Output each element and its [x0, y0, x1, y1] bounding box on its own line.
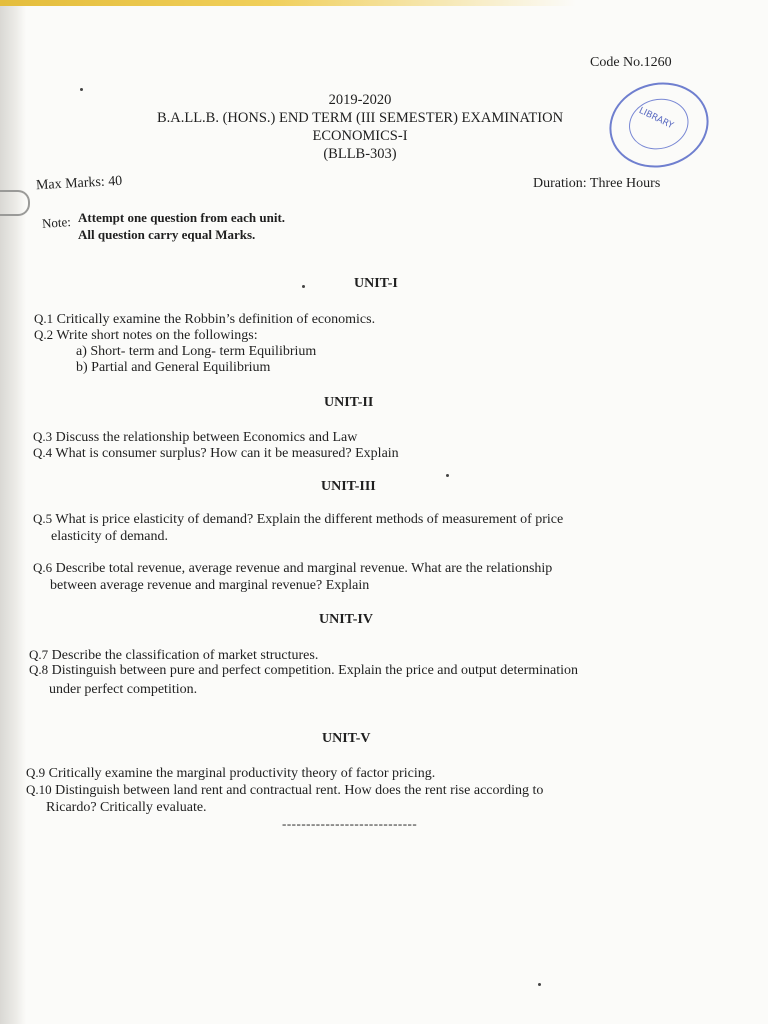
question-2-part-b: b) Partial and General Equilibrium [76, 360, 271, 375]
question-text: What is consumer surplus? How can it be measured? Explain [55, 446, 399, 461]
question-text: What is price elasticity of demand? Explain the different methods of measurement of price [55, 512, 564, 527]
question-1 [34, 311, 375, 328]
question-number: Q.8 [29, 662, 49, 677]
question-6 [33, 560, 552, 577]
page-left-shadow [0, 0, 26, 1024]
question-number: Q.6 [33, 560, 53, 575]
question-number: Q.2 [34, 327, 54, 342]
question-text: Distinguish between pure and perfect competition. Explain the price and output determination [51, 663, 579, 678]
paper-code: Code No.1260 [590, 55, 672, 70]
question-4 [33, 445, 399, 462]
note-label: Note: [41, 214, 72, 231]
question-text: Critically examine the Robbin’s definition of economics. [56, 312, 376, 327]
question-5-continued: elasticity of demand. [51, 529, 169, 544]
speck [302, 285, 305, 288]
max-marks: Max Marks: 40 [35, 173, 123, 194]
question-number: Q.5 [33, 511, 53, 526]
page-top-edge [0, 0, 768, 6]
question-text: Describe total revenue, average revenue and marginal revenue. What are the relationship [55, 561, 553, 576]
speck [538, 983, 541, 986]
speck [446, 474, 449, 477]
question-3 [33, 429, 357, 446]
question-number: Q.10 [26, 782, 52, 797]
question-number: Q.9 [26, 765, 46, 780]
exam-year: 2019-2020 [328, 92, 392, 108]
question-text: Write short notes on the followings: [56, 328, 258, 343]
question-number: Q.7 [29, 647, 49, 662]
speck [80, 88, 83, 91]
question-5 [33, 511, 563, 528]
question-8 [29, 662, 578, 679]
unit-5-title: UNIT-V [322, 731, 371, 746]
unit-3-title: UNIT-III [321, 479, 376, 494]
question-text: Critically examine the marginal productivity theory of factor pricing. [48, 766, 436, 781]
unit-4-title: UNIT-IV [319, 612, 373, 627]
question-number: Q.1 [34, 311, 54, 326]
question-10-continued: Ricardo? Critically evaluate. [46, 800, 207, 815]
note-line-2: All question carry equal Marks. [78, 227, 256, 242]
question-text: Describe the classification of market structures. [51, 648, 319, 663]
note-line-1: Attempt one question from each unit. [78, 210, 286, 225]
unit-1-title: UNIT-I [354, 276, 398, 291]
question-2 [34, 327, 258, 344]
end-rule: ---------------------------- [282, 816, 418, 831]
stamp-text: LIBRARY [637, 105, 675, 132]
subject-title: ECONOMICS-I [312, 128, 408, 144]
question-number: Q.3 [33, 429, 53, 444]
question-10 [26, 782, 543, 799]
question-number: Q.4 [33, 445, 53, 460]
question-6-continued: between average revenue and marginal revenue? Explain [50, 578, 370, 593]
duration: Duration: Three Hours [533, 176, 661, 191]
exam-header [100, 91, 620, 163]
question-8-continued: under perfect competition. [49, 682, 198, 697]
question-9 [26, 765, 435, 782]
question-text: Discuss the relationship between Economics and Law [55, 430, 358, 445]
course-code: (BLLB-303) [323, 146, 397, 162]
paper-clip [0, 190, 30, 216]
question-2-part-a: a) Short- term and Long- term Equilibrium [76, 344, 317, 359]
exam-title: B.A.LL.B. (HONS.) END TERM (III SEMESTER) EXAMINATION [156, 110, 564, 126]
question-text: Distinguish between land rent and contractual rent. How does the rent rise according to [55, 783, 544, 798]
unit-2-title: UNIT-II [324, 395, 374, 410]
